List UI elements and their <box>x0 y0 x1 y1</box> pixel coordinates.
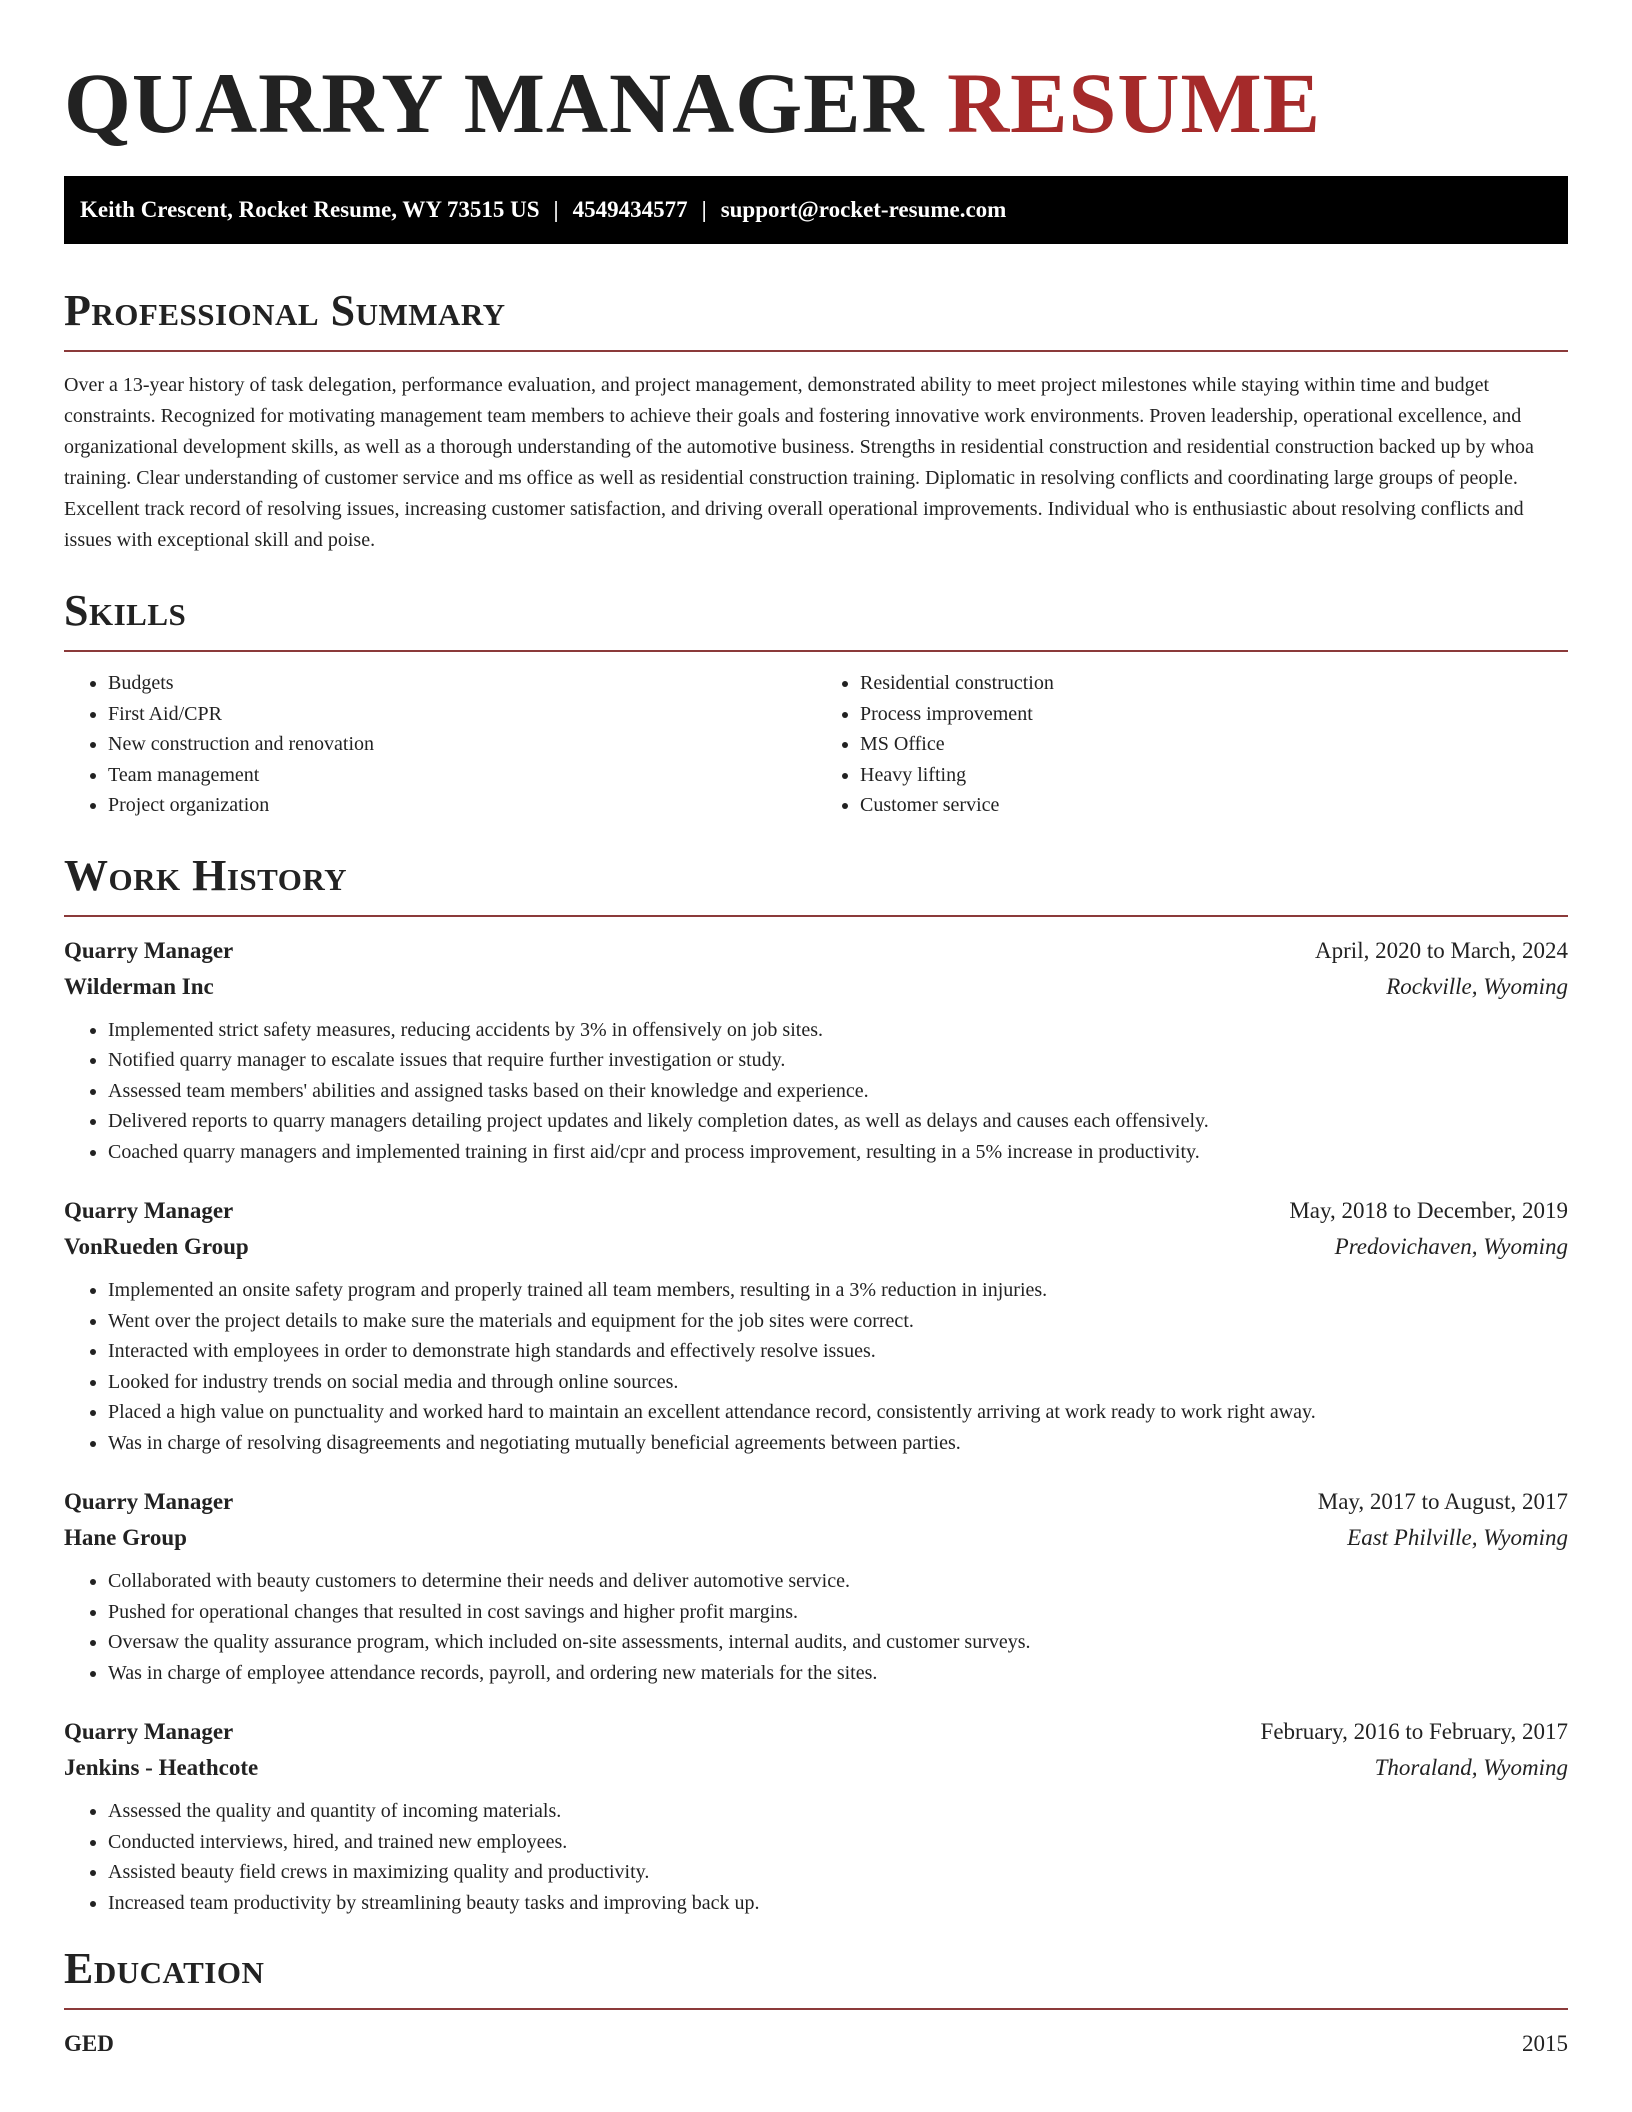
skill-item: • Customer service <box>860 790 1568 821</box>
skills-section <box>64 586 1568 821</box>
section-divider <box>64 650 1568 652</box>
skills-list-left <box>64 668 816 821</box>
skills-list-right <box>816 668 1568 821</box>
section-divider <box>64 350 1568 352</box>
job-header-row <box>64 1714 1568 1750</box>
job-location: Rockville, Wyoming <box>1386 973 1568 999</box>
job-company-row <box>64 969 1568 1005</box>
skills-columns <box>64 668 1568 821</box>
section-heading-skills: Skills <box>64 586 187 635</box>
job-bullet: • Pushed for operational changes that resulted in cost savings and higher profit margins. <box>108 1597 1568 1628</box>
job-bullet: • Oversaw the quality assurance program, which included on-site assessments, internal audits, and customer surveys. <box>108 1627 1568 1658</box>
job-bullet: • Implemented strict safety measures, reducing accidents by 3% in offensively on job sites. <box>108 1015 1568 1046</box>
skill-item: • Budgets <box>108 668 816 699</box>
job-company-row <box>64 1229 1568 1265</box>
job-bullet: • Placed a high value on punctuality and worked hard to maintain an excellent attendance record, consistently arriving at work ready to work right away. <box>108 1397 1568 1428</box>
skill-item: • Project organization <box>108 790 816 821</box>
job-bullet: • Assessed team members' abilities and assigned tasks based on their knowledge and experience. <box>108 1076 1568 1107</box>
skill-item: • MS Office <box>860 729 1568 760</box>
skill-item: • Heavy lifting <box>860 760 1568 791</box>
skill-item: • First Aid/CPR <box>108 699 816 730</box>
job-bullets <box>64 1566 1568 1688</box>
job-bullet: • Went over the project details to make sure the materials and equipment for the job sites were correct. <box>108 1306 1568 1337</box>
skill-item: • Residential construction <box>860 668 1568 699</box>
section-divider <box>64 915 1568 917</box>
job-entry <box>64 1193 1568 1458</box>
job-bullet: • Delivered reports to quarry managers detailing project updates and likely completion dates, as well as delays and causes each offensively. <box>108 1106 1568 1137</box>
contact-phone: 4549434577 <box>572 197 688 222</box>
job-header-row <box>64 1193 1568 1229</box>
resume-title-main: QUARRY MANAGER <box>64 55 925 151</box>
job-company: Hane Group <box>64 1525 187 1550</box>
skill-item: • New construction and renovation <box>108 729 816 760</box>
education-degree: GED <box>64 2031 114 2056</box>
job-company: Wilderman Inc <box>64 973 214 999</box>
education-year: 2015 <box>1522 2031 1568 2056</box>
job-title: Quarry Manager <box>64 1489 234 1514</box>
job-dates: May, 2017 to August, 2017 <box>1317 1489 1568 1514</box>
job-company-row <box>64 1750 1568 1786</box>
work-history-section <box>64 851 1568 1919</box>
contact-address: Keith Crescent, Rocket Resume, WY 73515 US <box>80 197 540 222</box>
section-heading-summary: Professional Summary <box>64 286 506 335</box>
job-bullet: • Conducted interviews, hired, and trained new employees. <box>108 1827 1568 1858</box>
contact-bar <box>64 176 1568 244</box>
education-entry <box>64 2026 1568 2062</box>
job-location: Thoraland, Wyoming <box>1374 1755 1568 1780</box>
job-dates: February, 2016 to February, 2017 <box>1260 1719 1568 1744</box>
job-location: East Philville, Wyoming <box>1347 1525 1568 1550</box>
job-bullet: • Was in charge of employee attendance records, payroll, and ordering new materials for the sites. <box>108 1658 1568 1689</box>
job-title: Quarry Manager <box>64 1719 234 1744</box>
job-entry <box>64 1484 1568 1688</box>
job-title: Quarry Manager <box>64 1198 234 1223</box>
job-company: Jenkins - Heathcote <box>64 1755 259 1780</box>
section-heading-work-history: Work History <box>64 850 348 900</box>
education-section <box>64 1944 1568 2062</box>
contact-separator: | <box>701 197 707 222</box>
section-divider <box>64 2008 1568 2010</box>
job-dates: May, 2018 to December, 2019 <box>1289 1198 1568 1223</box>
job-bullet: • Assisted beauty field crews in maximizing quality and productivity. <box>108 1857 1568 1888</box>
skill-item: • Team management <box>108 760 816 791</box>
job-entry <box>64 933 1568 1168</box>
job-header-row <box>64 1484 1568 1520</box>
resume-title <box>64 0 1568 151</box>
job-bullet: • Assessed the quality and quantity of incoming materials. <box>108 1796 1568 1827</box>
skill-item: • Process improvement <box>860 699 1568 730</box>
section-heading-education: Education <box>64 1944 265 1993</box>
job-title: Quarry Manager <box>64 937 234 963</box>
summary-text: Over a 13-year history of task delegation, performance evaluation, and project management, demonstrated ability to meet project milestones while staying within time and budget constraints. Recognized for motivating management team members to achieve their goals and fostering innovative work environments. Proven leadership, operational excellence, and organizational development skills, as well as a thorough understanding of the automotive business. Strengths in residential construction and residential construction backed up by whoa training. Clear understanding of customer service and ms office as well as residential construction training. Diplomatic in resolving conflicts and coordinating large groups of people. Excellent track record of resolving issues, increasing customer satisfaction, and driving overall operational improvements. Individual who is enthusiastic about resolving conflicts and issues with exceptional skill and poise. <box>64 374 1534 551</box>
job-bullet: • Looked for industry trends on social media and through online sources. <box>108 1367 1568 1398</box>
resume-title-accent: RESUME <box>947 55 1321 151</box>
contact-separator: | <box>553 197 559 222</box>
job-location: Predovichaven, Wyoming <box>1334 1234 1568 1259</box>
job-bullet: • Interacted with employees in order to demonstrate high standards and effectively resolve issues. <box>108 1336 1568 1367</box>
job-bullet: • Coached quarry managers and implemented training in first aid/cpr and process improvement, resulting in a 5% increase in productivity. <box>108 1137 1568 1168</box>
summary-section <box>64 286 1568 556</box>
job-bullet: • Increased team productivity by streamlining beauty tasks and improving back up. <box>108 1888 1568 1919</box>
job-dates: April, 2020 to March, 2024 <box>1315 937 1568 963</box>
contact-email: support@rocket-resume.com <box>720 197 1007 222</box>
job-bullet: • Notified quarry manager to escalate issues that require further investigation or study. <box>108 1045 1568 1076</box>
job-bullets <box>64 1015 1568 1168</box>
job-header-row <box>64 933 1568 969</box>
job-bullet: • Was in charge of resolving disagreements and negotiating mutually beneficial agreements between parties. <box>108 1428 1568 1459</box>
job-bullet: • Implemented an onsite safety program and properly trained all team members, resulting in a 3% reduction in injuries. <box>108 1275 1568 1306</box>
job-bullets <box>64 1275 1568 1458</box>
job-bullet: • Collaborated with beauty customers to determine their needs and deliver automotive service. <box>108 1566 1568 1597</box>
job-bullets <box>64 1796 1568 1918</box>
job-company-row <box>64 1520 1568 1556</box>
job-company: VonRueden Group <box>64 1234 249 1259</box>
job-entry <box>64 1714 1568 1918</box>
